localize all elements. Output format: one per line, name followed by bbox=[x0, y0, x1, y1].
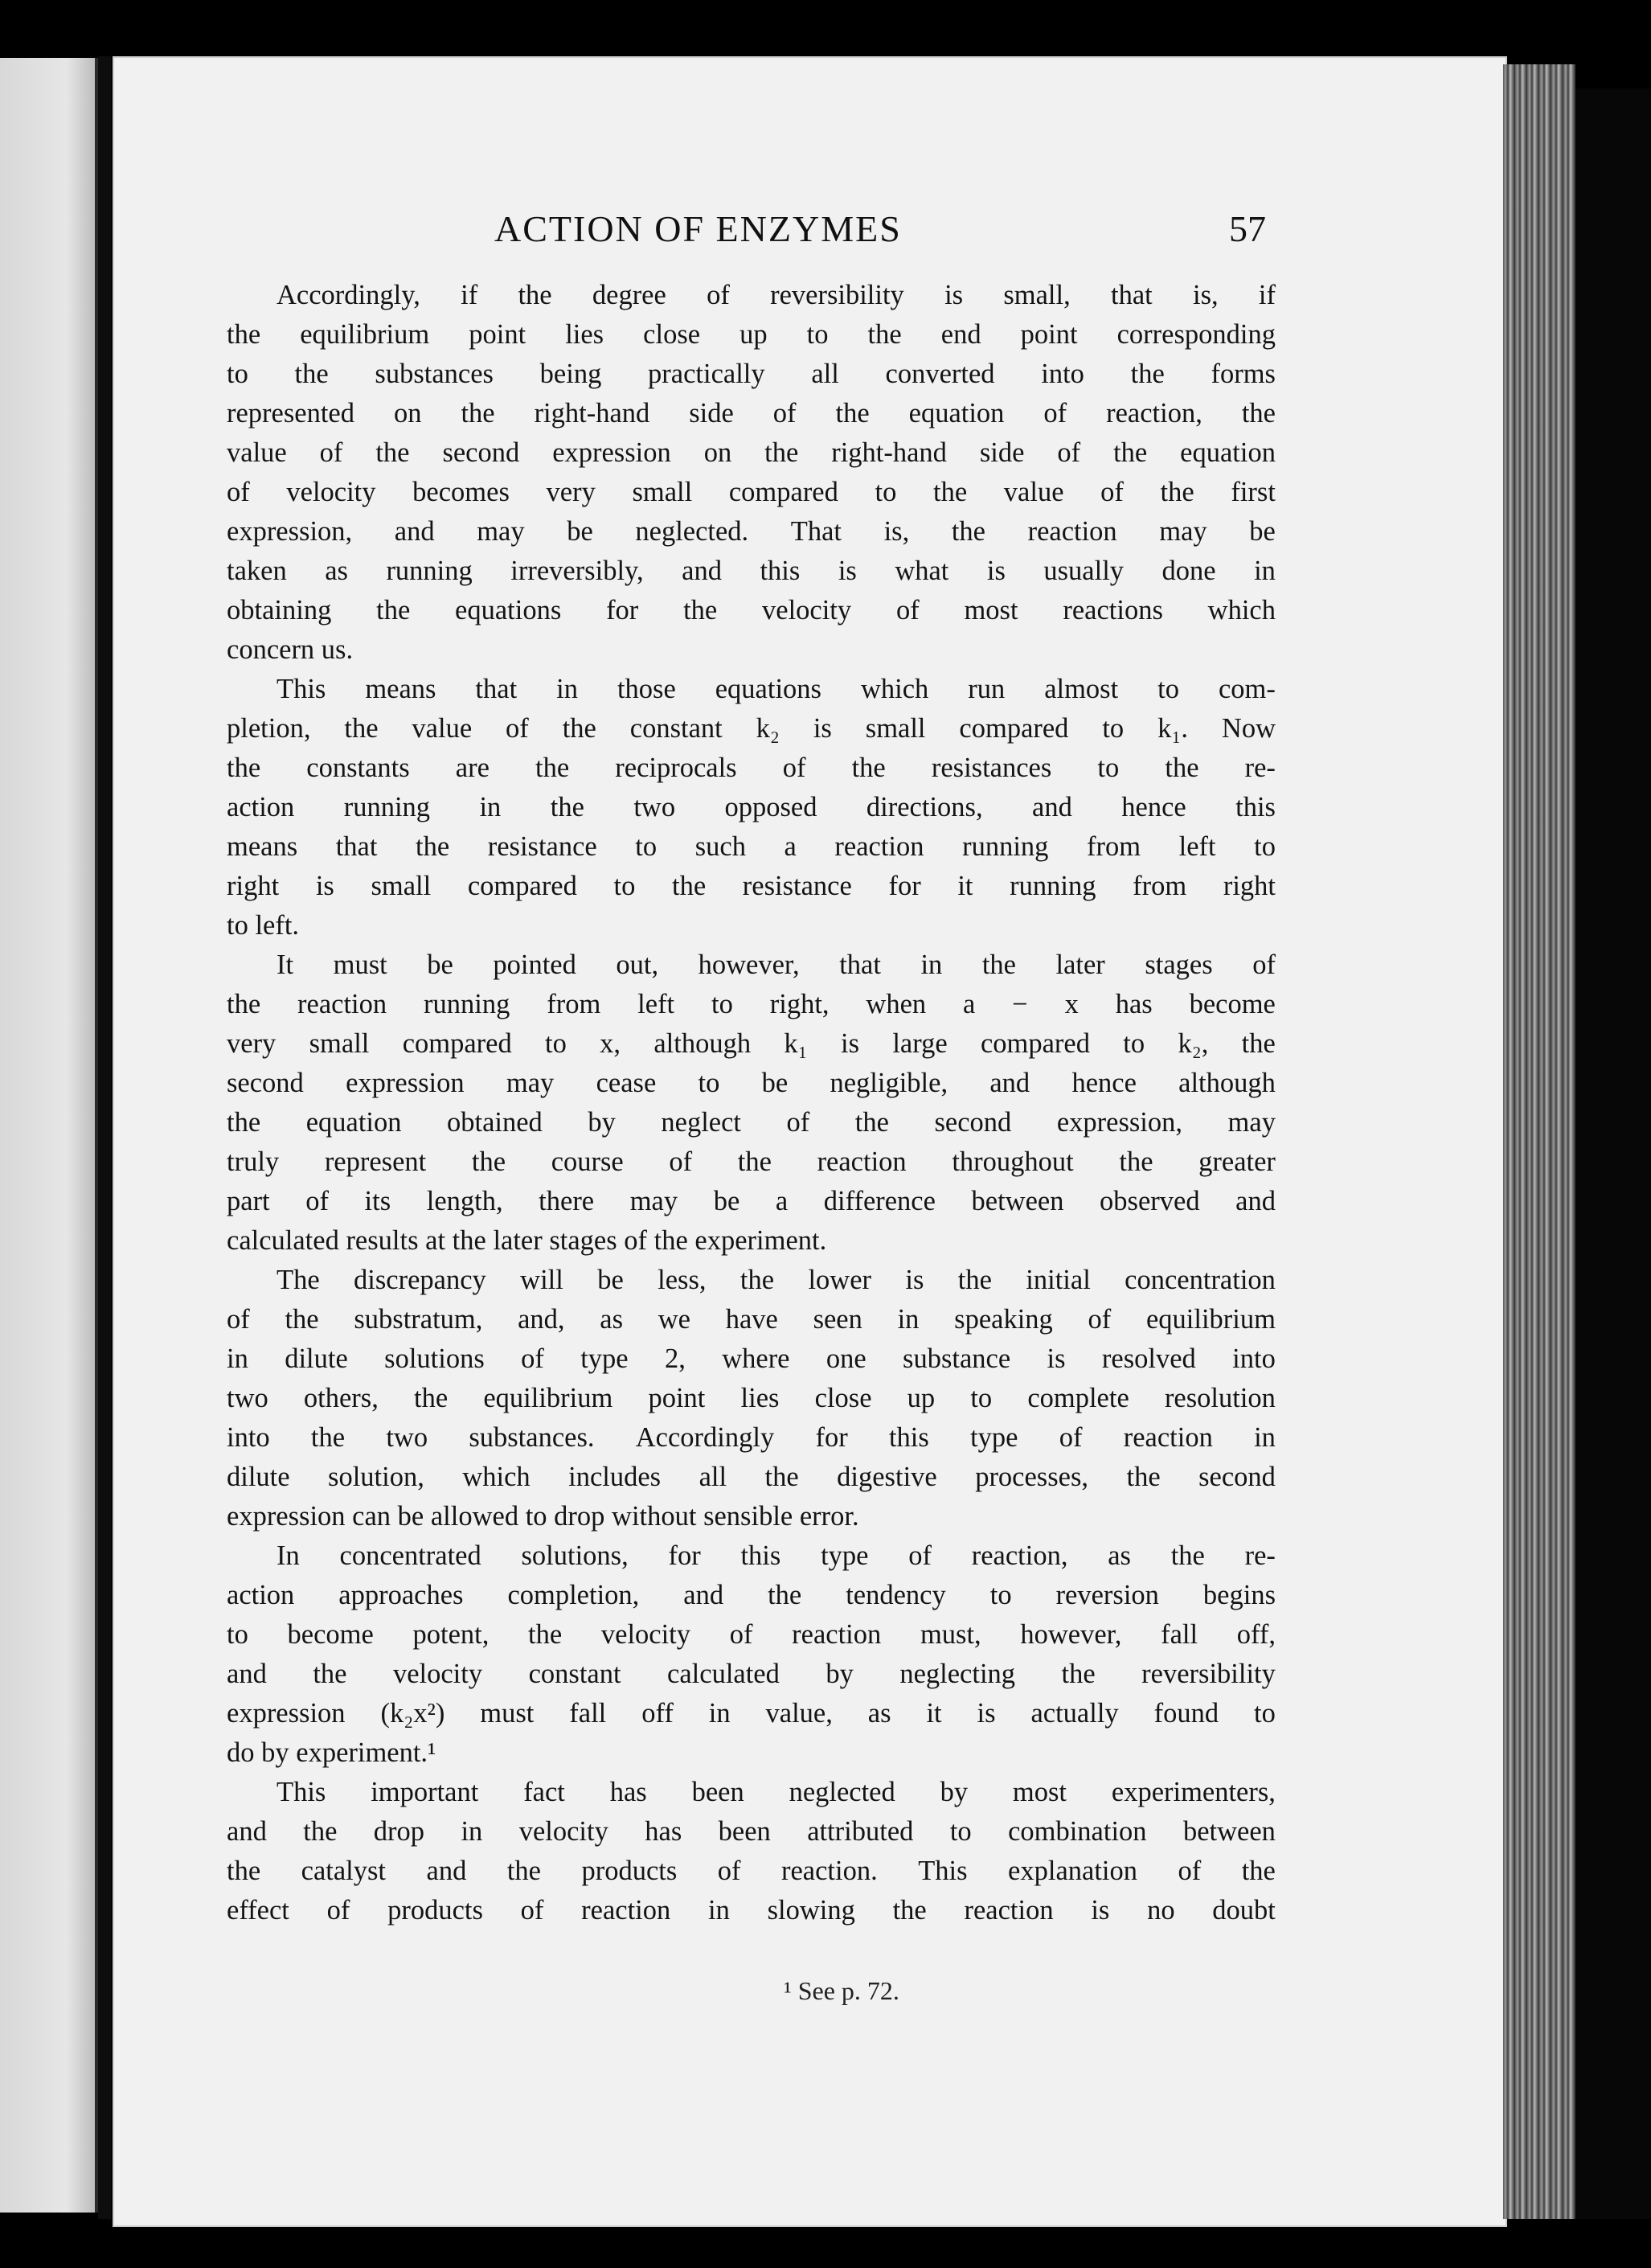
text-line: expression can be allowed to drop without sensible error. bbox=[227, 1501, 859, 1532]
text-line: obtaining the equations for the velocity of most reactions which bbox=[227, 595, 1276, 625]
paragraph bbox=[227, 276, 1276, 670]
text-line: In concentrated solutions, for this type of reaction, as the re- bbox=[277, 1540, 1276, 1571]
text-line: to become potent, the velocity of reaction must, however, fall off, bbox=[227, 1619, 1276, 1650]
text-line: very small compared to x, although k₁ is large compared to k₂, the bbox=[227, 1028, 1276, 1059]
paragraph bbox=[227, 1261, 1276, 1536]
text-line: the constants are the reciprocals of the resistances to the re- bbox=[227, 753, 1276, 783]
paragraph bbox=[227, 1773, 1276, 1930]
text-line: right is small compared to the resistance for it running from right bbox=[227, 871, 1276, 901]
text-line: Accordingly, if the degree of reversibility is small, that is, if bbox=[277, 280, 1276, 310]
text-line: the equilibrium point lies close up to the end point corresponding bbox=[227, 319, 1276, 350]
text-line: action approaches completion, and the tendency to reversion begins bbox=[227, 1580, 1276, 1610]
text-line: of velocity becomes very small compared to the value of the first bbox=[227, 477, 1276, 507]
body-text bbox=[227, 276, 1276, 1930]
text-line: into the two substances. Accordingly for this type of reaction in bbox=[227, 1422, 1276, 1453]
text-line: concern us. bbox=[227, 634, 354, 665]
paragraph bbox=[227, 945, 1276, 1261]
text-line: part of its length, there may be a difference between observed and bbox=[227, 1186, 1276, 1216]
text-line: It must be pointed out, however, that in the later stages of bbox=[277, 949, 1276, 980]
text-line: This means that in those equations which run almost to com- bbox=[277, 674, 1276, 704]
text-line: and the velocity constant calculated by neglecting the reversibility bbox=[227, 1659, 1276, 1689]
text-line: the reaction running from left to right, when a − x has become bbox=[227, 989, 1276, 1019]
paragraph bbox=[227, 670, 1276, 945]
text-line: The discrepancy will be less, the lower is the initial concentration bbox=[277, 1265, 1276, 1295]
text-line: expression, and may be neglected. That is, the reaction may be bbox=[227, 516, 1276, 547]
page-number: 57 bbox=[1229, 208, 1266, 249]
footnote-text: ¹ See p. 72. bbox=[784, 1976, 899, 2005]
text-line: calculated results at the later stages of the experiment. bbox=[227, 1225, 827, 1256]
page-stack-edge bbox=[1503, 64, 1575, 2219]
book-gutter bbox=[98, 56, 111, 2219]
book-cover-edge bbox=[1575, 88, 1651, 2219]
text-line: the catalyst and the products of reaction. This explanation of the bbox=[227, 1856, 1276, 1886]
text-line: of the substratum, and, as we have seen in speaking of equilibrium bbox=[227, 1304, 1276, 1335]
text-line: pletion, the value of the constant k₂ is small compared to k₁. Now bbox=[227, 713, 1276, 744]
text-line: dilute solution, which includes all the digestive processes, the second bbox=[227, 1462, 1276, 1492]
text-line: means that the resistance to such a reaction running from left to bbox=[227, 831, 1276, 862]
text-line: taken as running irreversibly, and this is what is usually done in bbox=[227, 556, 1276, 586]
text-line: in dilute solutions of type 2, where one substance is resolved into bbox=[227, 1343, 1276, 1374]
text-line: do by experiment.¹ bbox=[227, 1737, 436, 1768]
text-line: action running in the two opposed directions, and hence this bbox=[227, 792, 1276, 822]
text-line: second expression may cease to be negligible, and hence although bbox=[227, 1068, 1276, 1098]
text-line: expression (k₂x²) must fall off in value, as it is actually found to bbox=[227, 1698, 1276, 1729]
paragraph bbox=[227, 1536, 1276, 1773]
text-line: two others, the equilibrium point lies close up to complete resolution bbox=[227, 1383, 1276, 1413]
text-line: value of the second expression on the right-hand side of the equation bbox=[227, 437, 1276, 468]
text-line: truly represent the course of the reaction throughout the greater bbox=[227, 1146, 1276, 1177]
left-page-edge bbox=[0, 58, 100, 2213]
footnote bbox=[0, 1976, 1651, 2013]
text-line: the equation obtained by neglect of the second expression, may bbox=[227, 1107, 1276, 1138]
text-line: represented on the right-hand side of the equation of reaction, the bbox=[227, 398, 1276, 429]
text-line: to left. bbox=[227, 910, 300, 941]
text-line: This important fact has been neglected by most experimenters, bbox=[277, 1777, 1276, 1807]
text-line: effect of products of reaction in slowing the reaction is no doubt bbox=[227, 1895, 1276, 1926]
text-line: to the substances being practically all converted into the forms bbox=[227, 359, 1276, 389]
page-header bbox=[494, 207, 1266, 256]
running-head: ACTION OF ENZYMES bbox=[494, 208, 902, 249]
text-line: and the drop in velocity has been attributed to combination between bbox=[227, 1816, 1276, 1847]
